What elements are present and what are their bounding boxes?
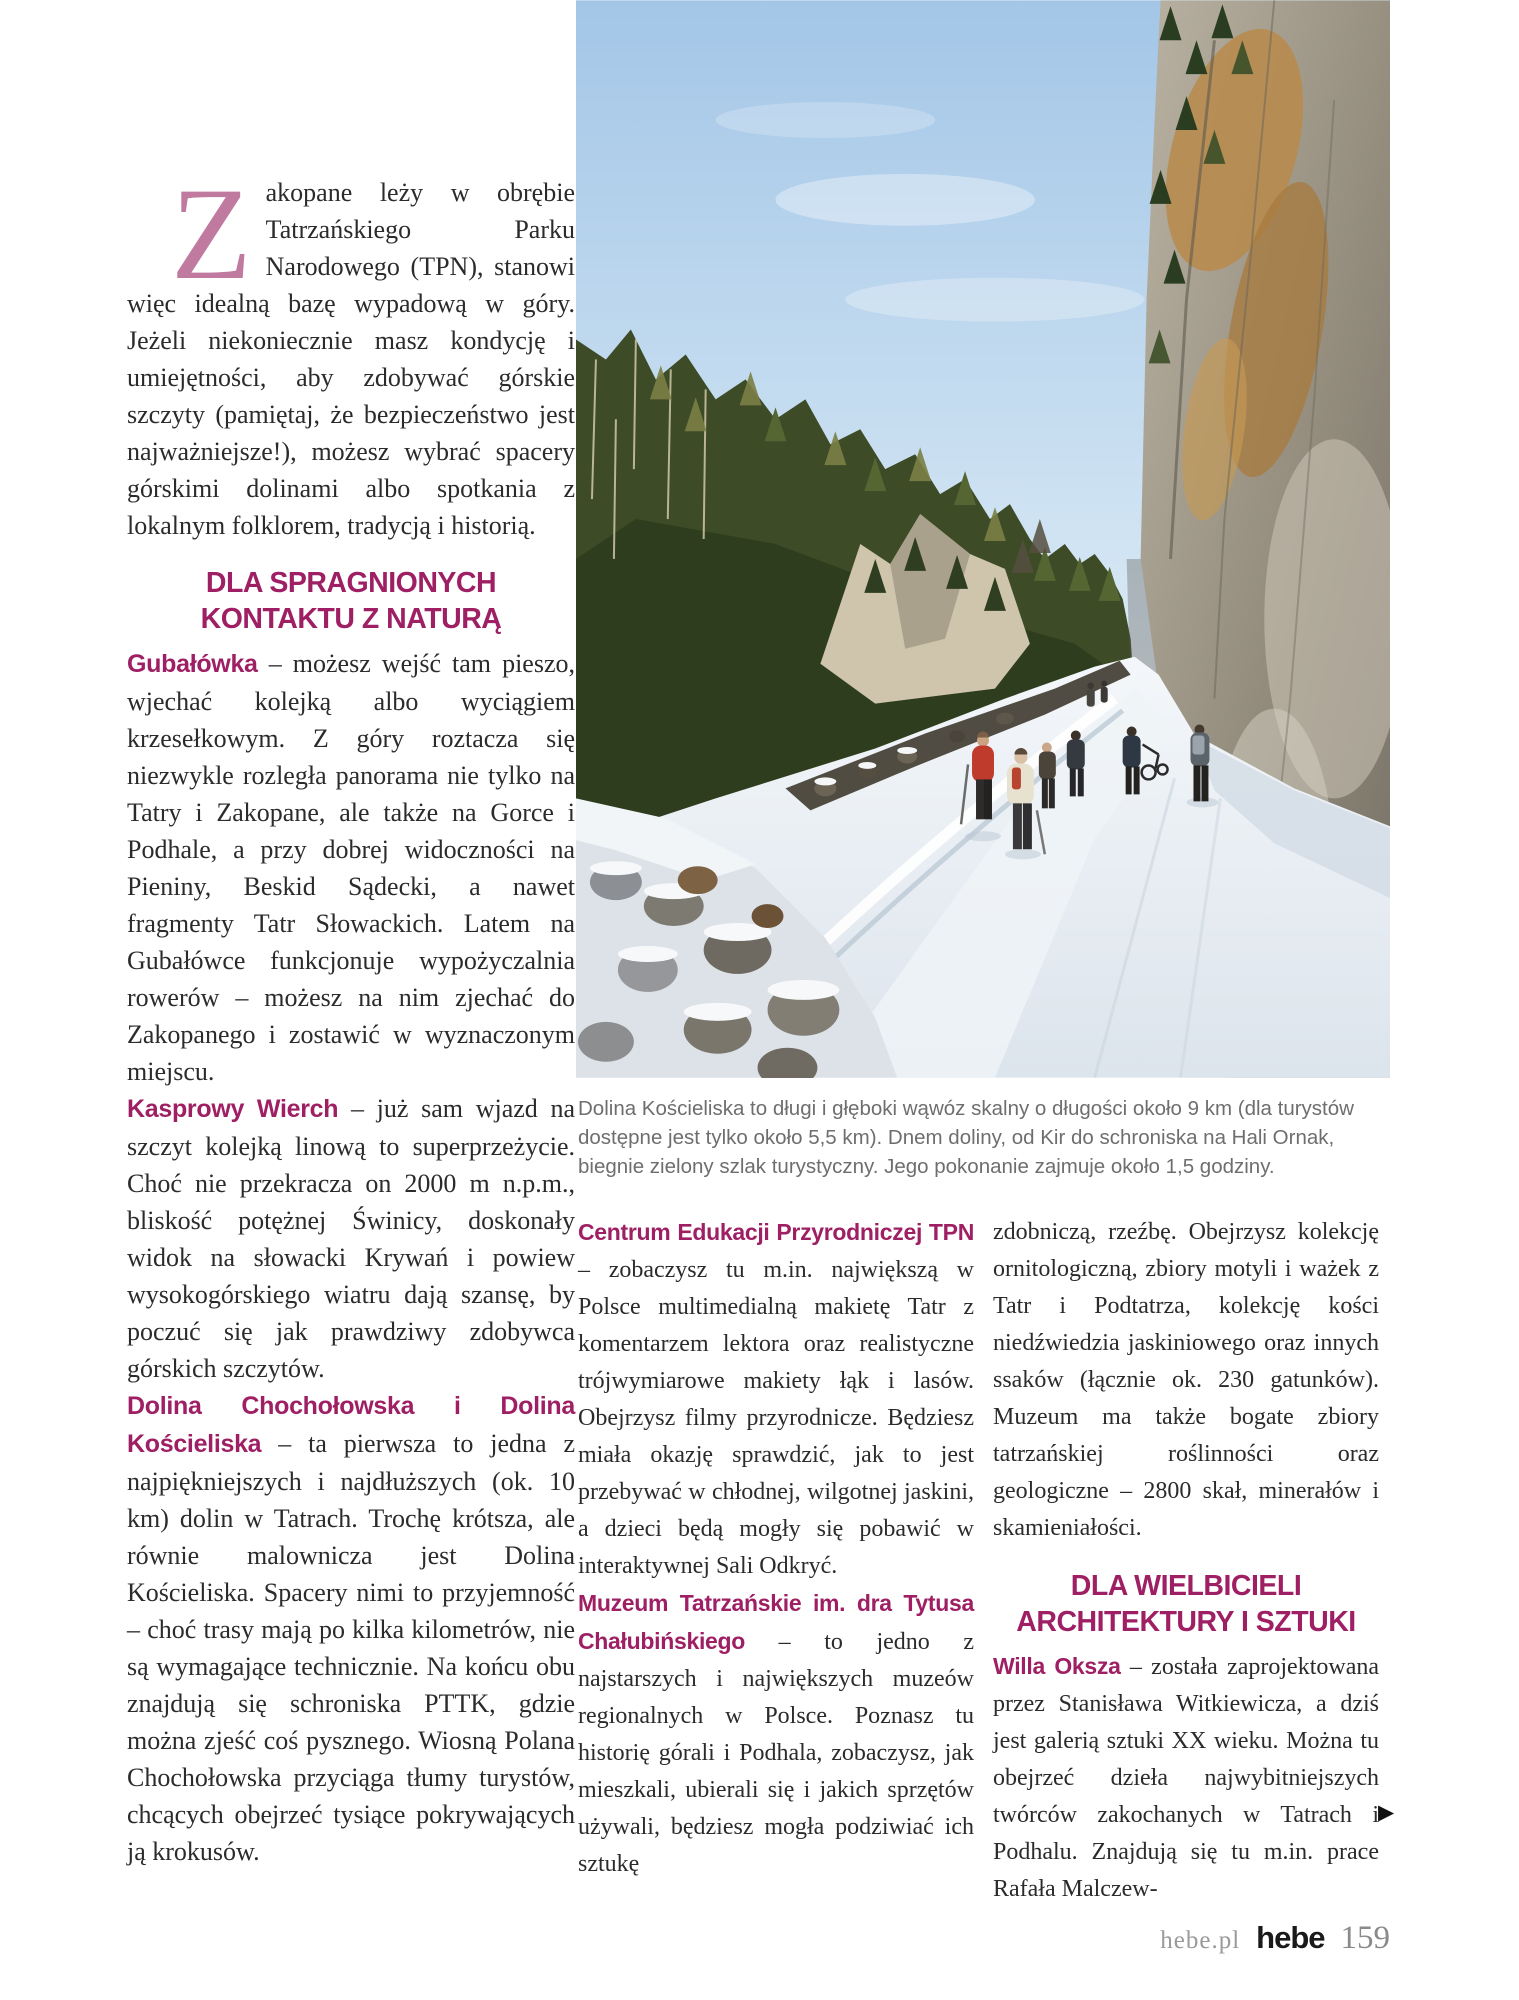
column-left [127, 160, 576, 1870]
article-photo [576, 0, 1390, 1078]
entry-text: – to jedno z najstarszych i największych muzeów regionalnych w Polsce. Poznasz tu historię górali i Podhala, zobaczysz, jak mieszkali, ubierali się i jakich sprzętów używali, będziesz mogła podziwiać ich sztukę [578, 1629, 974, 1877]
column-right [993, 1214, 1379, 1908]
intro-text: akopane leży w obrębie Tatrzańskiego Parku Narodowego (TPN), stanowi więc idealną bazę wypadową w góry. Jeżeli niekoniecznie masz kondycję i umiejętności, aby zdobywać górskie szczyty (pamiętaj, że bezpieczeństwo jest najważniejsze!), możesz wybrać spacery górskimi dolinami albo spotkania z lokalnym folklorem, tradycją i historią. [127, 178, 575, 540]
entry-willa-oksza [993, 1648, 1379, 1908]
entry-text: – została zaprojektowana przez Stanisława Witkiewicza, a dziś jest galerią sztuki XX wieku. Można tu obejrzeć dzieła najwybitniejszych twórców zakochanych w Tatrach i Podhalu. Znajdują się tu m.in. prace Rafała Malczew- [993, 1654, 1379, 1902]
entry-gubalowka [127, 645, 575, 1090]
entry-muzeum-tatrzanskie [578, 1585, 974, 1883]
page-number: 159 [1340, 1920, 1390, 1956]
entry-term: Willa Oksza [993, 1653, 1121, 1679]
section-heading-nature: DLA SPRAGNIONYCH KONTAKTU Z NATURĄ [200, 567, 502, 635]
entry-text: – zobaczysz tu m.in. największą w Polsce multimedialną makietę Tatr z komentarzem lektora oraz realistyczne trójwymiarowe makiety łąk i lasów. Obejrzysz filmy przyrodnicze. Będziesz miała okazję sprawdzić, jak to jest przebywać w chłodnej, wilgotnej jaskini, a dzieci będą mogły się pobawić w interaktywnej Sali Odkryć. [578, 1257, 974, 1579]
continuation-text: zdobniczą, rzeźbę. Obejrzysz kolekcję ornitologiczną, zbiory motyli i ważek z Tatr i Podtatrza, kolekcję kości niedźwiedzia jaskiniowego oraz innych ssaków (łącznie ok. 230 gatunków). Muzeum ma także bogate zbiory tatrzańskiej roślinności oraz geologiczne – 2800 skał, minerałów i skamieniałości. [993, 1219, 1379, 1541]
column-middle [578, 1214, 974, 1883]
entry-doliny [127, 1387, 575, 1870]
hebe-logo: hebe [1256, 1920, 1325, 1955]
entry-kasprowy-wierch [127, 1090, 575, 1387]
page-footer [1160, 1920, 1390, 1957]
continuation-paragraph [993, 1214, 1379, 1547]
intro-paragraph [127, 160, 575, 544]
entry-centrum-edukacji [578, 1214, 974, 1585]
footer-site: hebe.pl [1160, 1927, 1241, 1954]
dropcap-initial: Z [171, 160, 252, 307]
entry-term: Dolina Chochołowska i Dolina Kościeliska [127, 1392, 575, 1458]
entry-term: Gubałówka [127, 650, 258, 678]
photo-caption: Dolina Kościeliska to długi i głęboki wąwóz skalny o długości około 9 km (dla turystów dostępne jest tylko około 5,5 km). Dnem doliny, od Kir do schroniska na Hali Ornak, biegnie zielony szlak turystyczny. Jego pokonanie zajmuje około 1,5 godziny. [578, 1097, 1354, 1178]
continuation-arrow-icon: ▶ [1378, 1800, 1395, 1824]
entry-term: Kasprowy Wierch [127, 1095, 339, 1123]
entry-term: Centrum Edukacji Przyrodniczej TPN [578, 1219, 974, 1245]
entry-text: – już sam wjazd na szczyt kolejką linową to superprzeżycie. Choć nie przekracza on 2000 m n.p.m., bliskość potężnej Świnicy, doskonały widok na słowacki Krywań i powiew wysokogórskiego wiatru dają szansę, by poczuć się jak prawdziwy zdobywca górskich szczytów. [127, 1094, 576, 1383]
entry-term: Muzeum Tatrzańskie im. dra Tytusa Chałubińskiego [578, 1590, 974, 1654]
entry-text: – ta pierwsza to jedna z najpiękniejszych i najdłuższych (ok. 10 km) dolin w Tatrach. Trochę krótsza, ale równie malownicza jest Dolina Kościeliska. Spacery nimi to przyjemność – choć trasy mają po kilka kilometrów, nie są wymagające technicznie. Na końcu obu znajdują się schroniska PTTK, gdzie można zjeść coś pysznego. Wiosną Polana Chochołowska przyciąga tłumy turystów, chcących obejrzeć tysiące pokrywających ją krokusów. [127, 1429, 576, 1866]
section-heading-architecture: DLA WIELBICIELI ARCHITEKTURY I SZTUKI [1016, 1570, 1356, 1638]
entry-text: – możesz wejść tam pieszo, wjechać kolejką albo wyciągiem krzesełkowym. Z góry roztacza się niezwykle rozległa panorama nie tylko na Tatry i Zakopane, ale także na Gorce i Podhale, a przy dobrej widoczności na Pieniny, Beskid Sądecki, a nawet fragmenty Tatr Słowackich. Latem na Gubałówce funkcjonuje wypożyczalnia rowerów – możesz na nim zjechać do Zakopanego i zostawić w wyznaczonym miejscu. [127, 649, 576, 1086]
